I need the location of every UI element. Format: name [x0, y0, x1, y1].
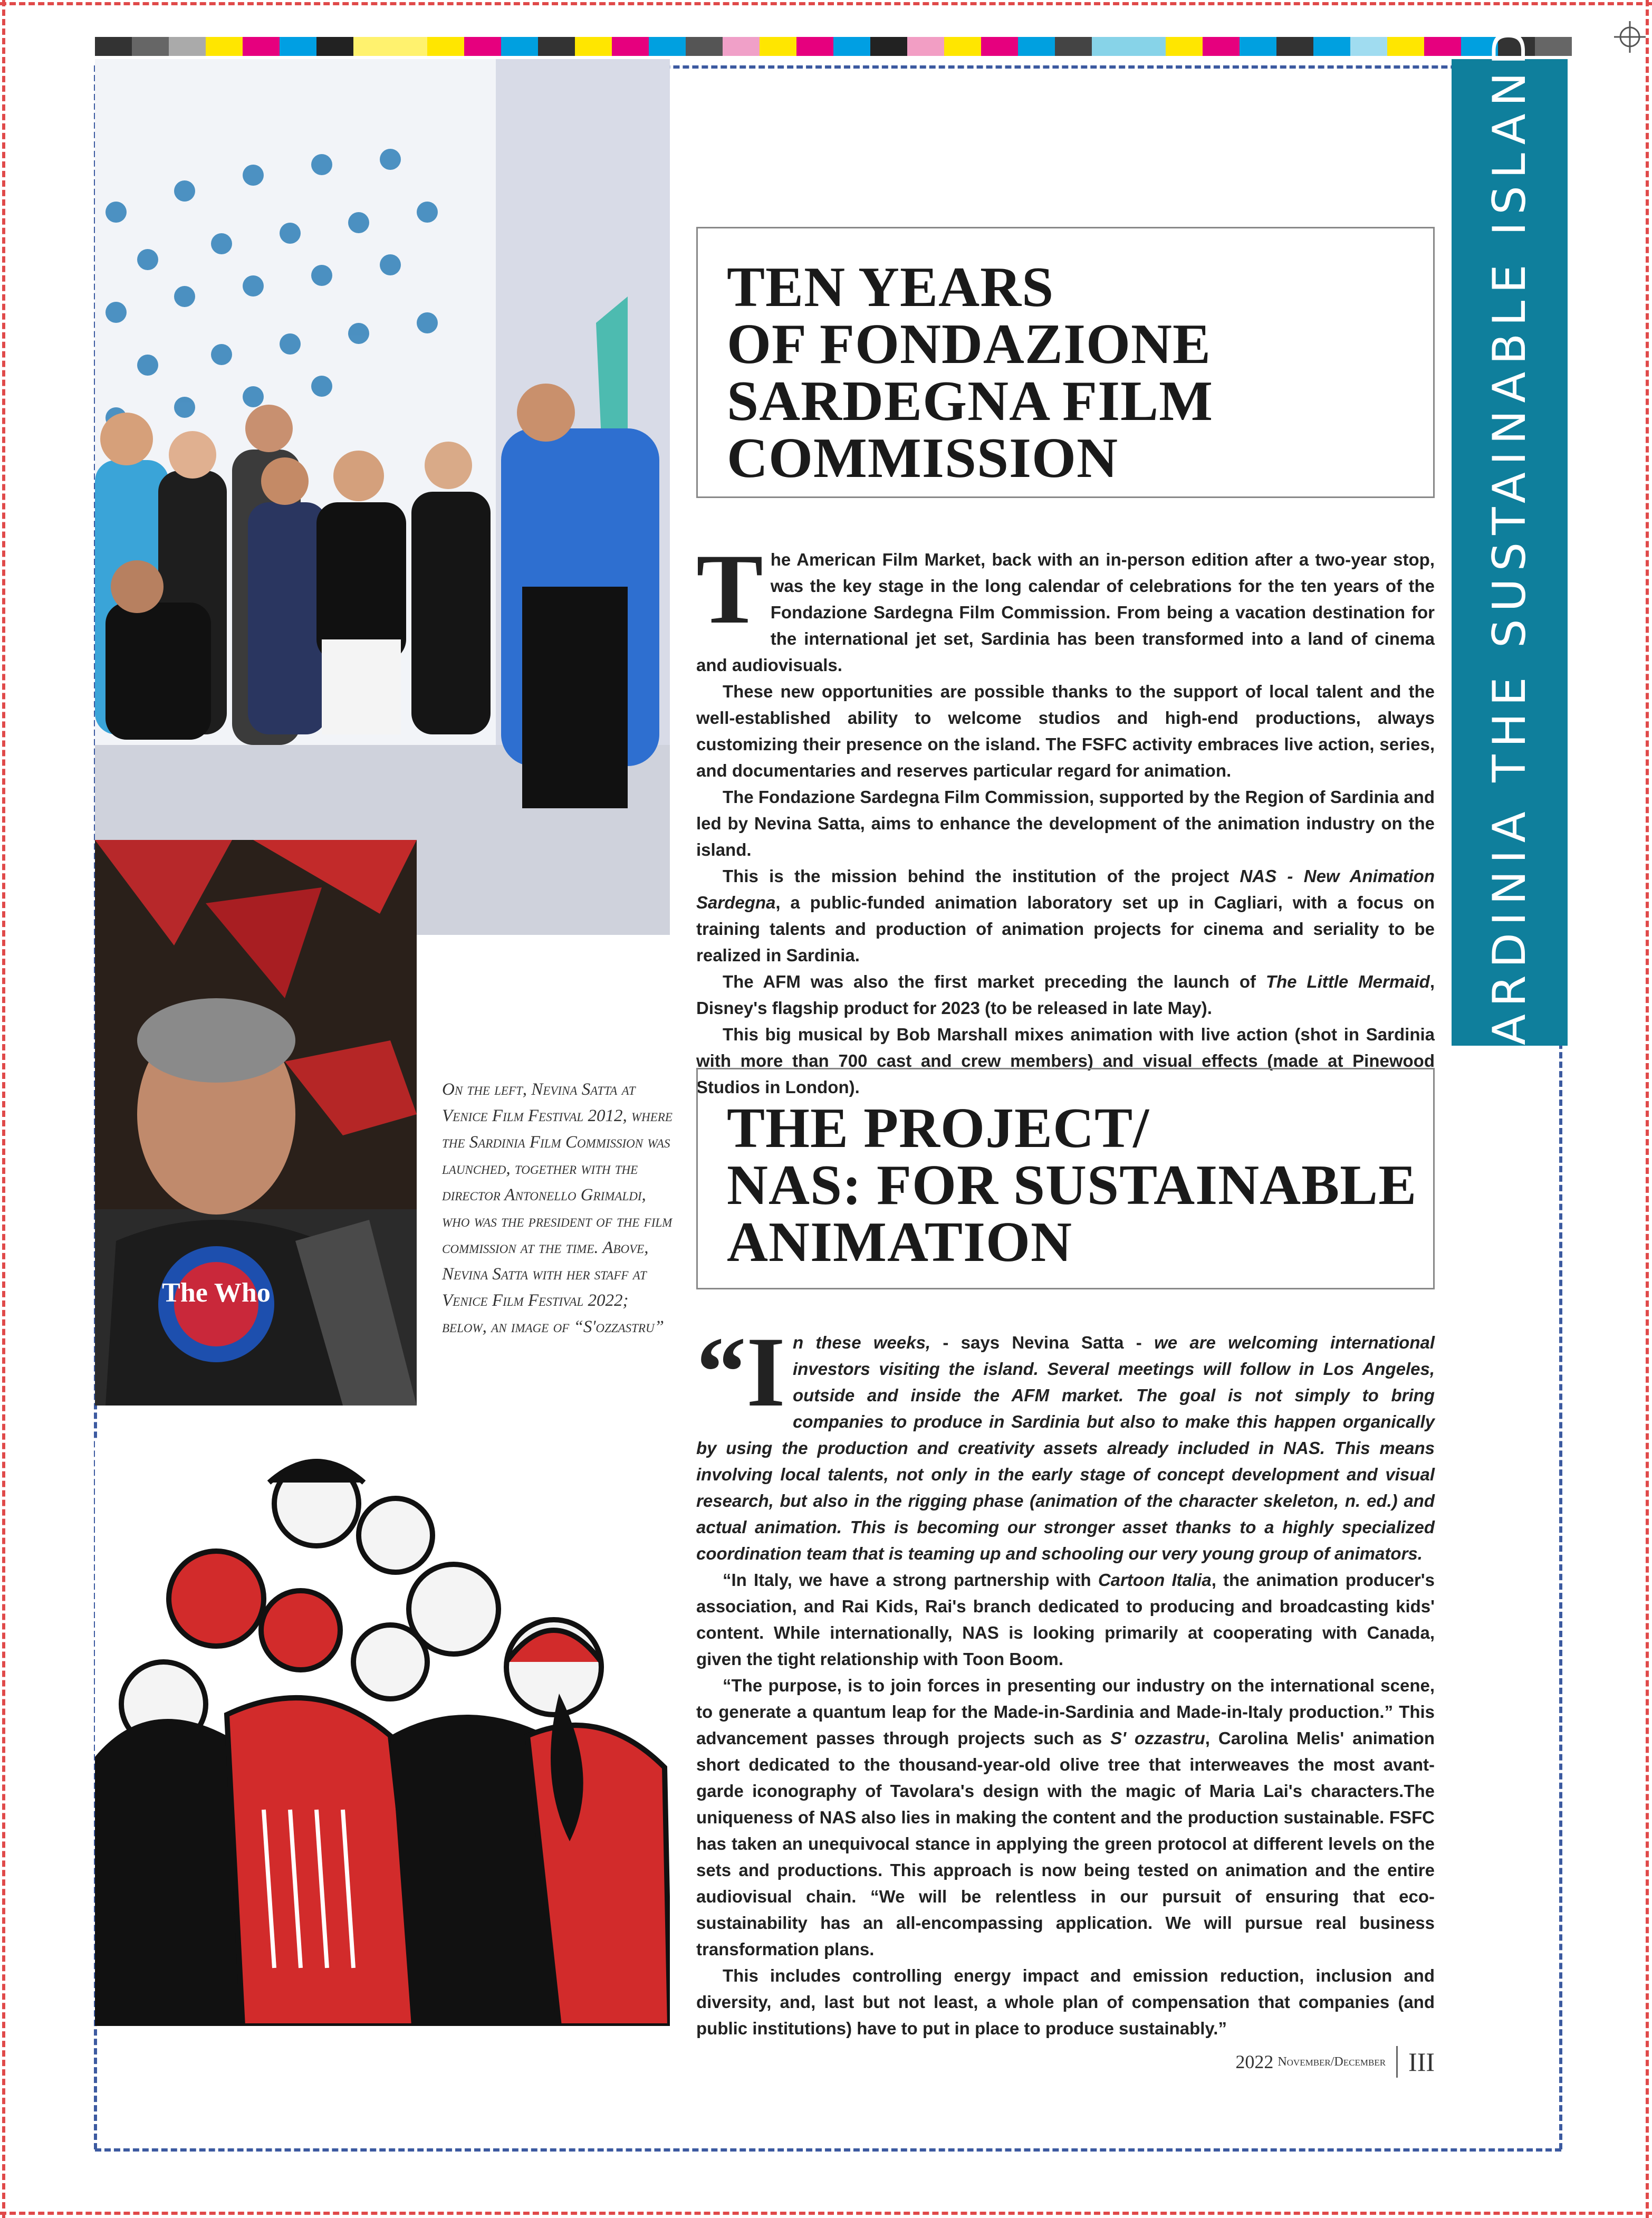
headline-1-line: TEN YEARS [727, 256, 1054, 319]
paragraph: These new opportunities are possible thanks to the support of local talent and the well-established ability to welcome studios and high-end productions, always customizing their presence on the island. The FSFC activity embraces live action, series, and documentaries and reserves particular regard for animation. [696, 682, 1435, 780]
project-name: NAS - New Animation Sardegna [696, 866, 1435, 912]
headline-box-1 [696, 227, 1435, 498]
issue-months: November/December [1278, 2054, 1386, 2069]
headline-1 [727, 256, 1433, 490]
sidebar-label: SARDINIA THE SUSTAINABLE ISLAND [1483, 22, 1536, 1083]
headline-box-2 [696, 1068, 1435, 1289]
trim-line-right [1646, 0, 1649, 2218]
headline-1-line: OF FONDAZIONE [727, 313, 1212, 376]
bleed-line-bottom [95, 2148, 1561, 2152]
page-footer [1150, 2046, 1435, 2078]
trim-line-bottom [0, 2212, 1652, 2215]
footer-divider [1396, 2046, 1398, 2078]
tshirt-text: The Who [162, 1278, 271, 1308]
company-name: Cartoon Italia [1098, 1570, 1212, 1590]
paragraph: The Fondazione Sardegna Film Commission, supported by the Region of Sardinia and led by Nevina Satta, aims to enhance the development of the animation industry on the island. [696, 787, 1435, 859]
trim-line-left [2, 0, 5, 2218]
venice-2012-photo [95, 840, 417, 1406]
paragraph: The AFM was also the first market preceding the launch of The Little Mermaid, Disney's flagship product for 2023 (to be released in late May). [696, 972, 1435, 1018]
photo-caption: On the left, Nevina Satta at Venice Film Festival 2012, where the Sardinia Film Commission was launched, together with the director Antonello Grimaldi, who was the president of the film commission at the time. Above, Nevina Satta with her staff at Venice Film Festival 2022; below, an image of “S'ozzastru” [442, 1080, 673, 1336]
film-title: The Little Mermaid [1265, 972, 1430, 991]
headline-1-line: SARDEGNA FILM [727, 370, 1214, 433]
registration-mark-icon [1614, 21, 1646, 53]
color-calibration-bar [95, 37, 1572, 56]
headline-2 [727, 1097, 1433, 1274]
article-2-body [696, 1317, 1435, 2042]
short-title: S' ozzastru [1110, 1728, 1205, 1748]
paragraph: The American Film Market, back with an in-person edition after a two-year stop, was the key stage in the long calendar of celebrations for the ten years of the Fondazione Sardegna Film Commission. From being a vacation destination for the international jet set, Sardinia has been transformed into a land of cinema and audiovisuals. [696, 534, 1435, 675]
trim-line-top [0, 2, 1652, 5]
paragraph: “In these weeks, - says Nevina Satta - we are welcoming international investors visiting the island. Several meetings will follow in Los Angeles, outside and inside the AFM market. The goal is not simply to bring companies to produce in Sardinia but also to make this happen organically by using the production and creativity assets already included in NAS. This means involving local talents, not only in the early stage of concept development and visual research, but also in the rigging phase (animation of the character skeleton, n. ed.) and actual animation. This is becoming our stronger asset thanks to a highly specialized coordination team that is teaming up and schooling our very young group of animators. [696, 1317, 1435, 1563]
headline-2-line: THE PROJECT/ [727, 1097, 1150, 1160]
paragraph: “In Italy, we have a strong partnership with Cartoon Italia, the animation producer's association, and Rai Kids, Rai's branch dedicated to producing and broadcasting kids' content. While internationally, NAS is looking primarily at cooperating with Canada, given the tight relationship with Toon Boom. [696, 1570, 1435, 1669]
drop-cap: T [696, 534, 763, 645]
article-1-body [696, 534, 1435, 1101]
page-number: III [1408, 2047, 1435, 2077]
paragraph: “The purpose, is to join forces in presenting our industry on the international scene, to generate a quantum leap for the Made-in-Sardinia and Made-in-Italy production.” This advancement passes through projects such as S' ozzastru, Carolina Melis' animation short dedicated to the thousand-year-old olive tree that interweaves the most avant-garde iconography of Tavolara's design with the magic of Maria Lai's characters.The uniqueness of NAS also lies in making the content and the production sustainable. FSFC has taken an unequivocal stance in applying the green protocol at different levels on the sets and productions. This approach is now being tested on animation and the entire audiovisual chain. “We will be relentless in our pursuit of ensuring that eco-sustainability has an all-encompassing application. We will pursue real business transformation plans. [696, 1676, 1435, 1959]
issue-year: 2022 [1235, 2051, 1274, 2072]
headline-1-line: COMMISSION [727, 427, 1119, 490]
paragraph: This includes controlling energy impact and emission reduction, inclusion and diversity, and, last but not least, a whole plan of compensation that companies (and public institutions) have to put in place to produce sustainably.” [696, 1966, 1435, 2038]
sozzastru-illustration [95, 1440, 670, 2026]
drop-cap: “I [696, 1317, 785, 1428]
venice-staff-photo [95, 59, 670, 935]
paragraph: This is the mission behind the institution of the project NAS - New Animation Sardegna, a public-funded animation laboratory set up in Cagliari, with a focus on training talents and production of animation projects for cinema and seriality to be realized in Sardinia. [696, 866, 1435, 965]
headline-2-line: NAS: FOR SUSTAINABLE [727, 1154, 1417, 1217]
headline-2-line: ANIMATION [727, 1211, 1072, 1274]
paragraph: This big musical by Bob Marshall mixes animation with live action (shot in Sardinia with more than 700 cast and crew members) and visual effects (made at Pinewood Studios in London). [696, 1025, 1435, 1097]
section-sidebar [1452, 22, 1568, 1083]
